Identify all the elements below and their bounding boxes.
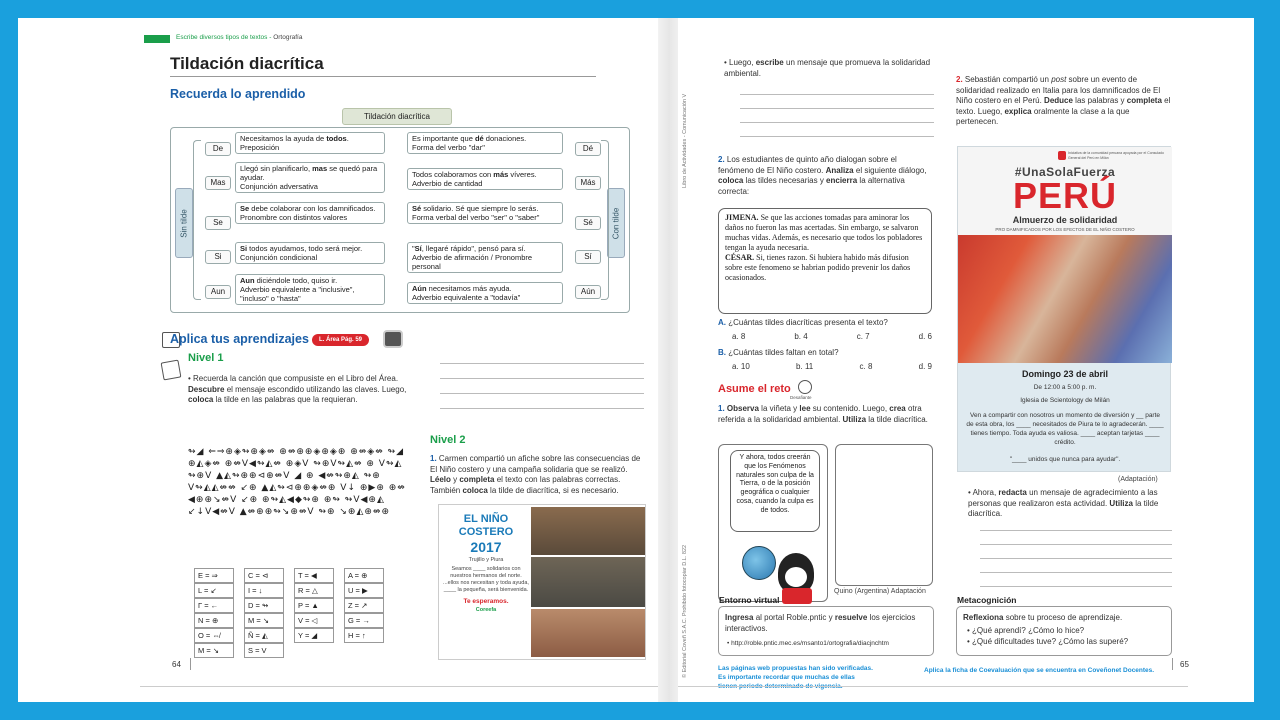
example-se: Se debe colaborar con los damnificados. Pronombre con distintos valores <box>235 202 385 224</box>
footer-note-line: Es importante recordar que muchas de ellas <box>718 674 855 681</box>
option[interactable]: d. 9 <box>918 362 932 371</box>
word-de: De <box>205 142 231 156</box>
mafalda-face <box>784 566 808 588</box>
bullet-bottom: • Ahora, redacta un mensaje de agradecimiento a las personas que realizaron esta actividad. Utiliza la tilde diacrítica. <box>968 488 1159 518</box>
flood-photo <box>531 557 645 607</box>
key-column <box>244 568 284 658</box>
poster-header: Iniciativa de la comunidad peruana apoyada por el Consulado General del Perú en Milán <box>1068 151 1164 160</box>
diagram-tab: Tildación diacrítica <box>342 108 452 125</box>
poster-body: Seamos ____ solidarios con nuestros hermanos del norte. ...ellos nos necesitan y toda ayuda, ____ la pequeña, será bienvenida. <box>443 566 529 593</box>
poster-body: Ven a compartir con nosotros un momento de diversión y __ parte de esta obra, los ____ necesitados de Piura te lo agradecerán. ____ tienes tiempo. Toda ayuda es valiosa. ____ aceptan tarjetas ____ crédito. <box>966 412 1164 446</box>
key-cell: V = ◁ <box>294 613 334 628</box>
page-title: Tildación diacrítica <box>170 54 324 73</box>
word-mas: Mas <box>205 176 231 190</box>
entorno-title: Entorno virtual <box>719 595 780 605</box>
area-page-badge[interactable]: L. Área Pág. 59 <box>312 334 369 346</box>
poster-hashtag: #UnaSolaFuerza <box>1014 165 1116 179</box>
nino-costero-poster <box>438 504 646 660</box>
key-cell: A = ⊕ <box>344 568 384 583</box>
sin-tilde-label: Sin tilde <box>175 188 193 258</box>
handshake-image <box>958 235 1172 363</box>
key-cell: N = ⊕ <box>194 613 234 628</box>
answer-line[interactable] <box>980 586 1172 587</box>
metacognicion-box <box>956 595 1172 656</box>
option[interactable]: a. 8 <box>732 332 746 341</box>
key-cell: G = → <box>344 613 384 628</box>
comic-credit: Quino (Argentina) Adaptación <box>834 588 926 595</box>
right-bracket <box>601 140 609 300</box>
left-bracket <box>193 140 201 300</box>
notebook-icon <box>161 360 182 381</box>
option[interactable]: c. 7 <box>856 332 870 341</box>
key-cell: Z = ↗ <box>344 598 384 613</box>
answer-line[interactable] <box>740 136 934 137</box>
poster-country: PERÚ <box>1012 175 1118 216</box>
right-page <box>678 18 1188 702</box>
speech-bubble: Y ahora, todos creerán que los Fenómenos naturales son culpa de la Tierra, o de la posición geográfica o cualquier cosa, cuando la culpa es de todos. <box>730 450 820 532</box>
poster-venue: Iglesia de Scientology de Milán <box>1020 397 1110 404</box>
key-column <box>344 568 384 658</box>
example-aun: Aun diciéndole todo, quiso ir. Adverbio equivalente a "inclusive", "incluso" o "hasta" <box>235 274 385 305</box>
poster-quote: "____ unidos que nunca para ayudar". <box>1009 456 1121 463</box>
option[interactable]: c. 8 <box>859 362 873 371</box>
key-cell: H = ↑ <box>344 628 384 643</box>
header-section-label: Escribe diversos tipos de textos <box>176 34 268 41</box>
meta-question: • ¿Qué dificultades tuve? ¿Cómo las superé? <box>967 637 1129 646</box>
key-column <box>294 568 334 658</box>
poster-title: EL NIÑO COSTERO <box>458 513 514 538</box>
example-de-accent: Es importante que dé donaciones. Forma del verbo "dar" <box>407 132 563 154</box>
question-a-options <box>732 332 932 341</box>
solidarity-poster <box>957 146 1171 472</box>
answer-line[interactable] <box>740 94 934 95</box>
page-number-rule <box>1172 658 1173 670</box>
word-se-accent: Sé <box>575 216 601 230</box>
coat-of-arms-icon <box>1058 151 1066 160</box>
question-a: A. ¿Cuántas tildes diacríticas presenta el texto? <box>718 318 888 327</box>
poster-time: De 12:00 a 5:00 p. m. <box>1033 384 1097 391</box>
book-spread <box>18 18 1254 702</box>
option[interactable]: b. 11 <box>796 362 814 371</box>
nivel2-instructions: 1. Carmen compartió un afiche sobre las consecuencias de El Niño costero y una campaña solidaria que se realizó. Léelo y completa el texto con las palabras correctas. También coloca la tilde de diacrítica, si es necesario. <box>430 454 641 495</box>
key-cell: Γ = ← <box>194 598 234 613</box>
key-cell: R = △ <box>294 583 334 598</box>
word-aun: Aun <box>205 285 231 299</box>
flood-photo <box>531 507 645 555</box>
key-cell: S = V <box>244 643 284 658</box>
page-number-rule <box>190 658 191 670</box>
key-cell: M = ↘ <box>194 643 234 658</box>
con-tilde-label: Con tilde <box>607 188 625 258</box>
page-number: 65 <box>1180 660 1189 669</box>
key-grid <box>194 568 384 658</box>
entorno-virtual-box <box>718 595 934 656</box>
word-se: Se <box>205 216 231 230</box>
question-b: B. ¿Cuántas tildes faltan en total? <box>718 348 839 357</box>
key-cell: I = ↓ <box>244 583 284 598</box>
poster-cta: Te esperamos. <box>463 598 509 605</box>
legal-text: © Editorial Coveñ S.A.C. Prohibido fotocopiar D.L. 822 <box>682 544 688 678</box>
poster-place: Trujillo y Piura <box>468 557 504 563</box>
globe-icon <box>742 546 776 580</box>
entorno-link[interactable]: • http://roble.pntic.mec.es/msanto1/ortografia/diacjnchtm <box>727 640 889 647</box>
title-rule <box>170 76 596 77</box>
answer-line[interactable] <box>980 572 1172 573</box>
option[interactable]: b. 4 <box>794 332 808 341</box>
example-mas: Llegó sin planificarlo, mas se quedó para ayudar. Conjunción adversativa <box>235 162 385 193</box>
footer-rule <box>678 686 1188 687</box>
volunteer-photo <box>531 609 645 657</box>
adaptacion-note: (Adaptación) <box>1118 476 1158 483</box>
key-cell: D = ↬ <box>244 598 284 613</box>
answer-line[interactable] <box>440 378 644 379</box>
nivel1-instructions: • Recuerda la canción que compusiste en el Libro del Área. Descubre el mensaje escondido utilizando las claves. Luego, coloca la tilde en las palabras que la requieran. <box>188 374 407 404</box>
word-si: Si <box>205 250 231 264</box>
meta-question: • ¿Qué aprendí? ¿Cómo lo hice? <box>967 626 1085 635</box>
poster-subtitle2: PRO DAMNIFICADOS POR LOS EFECTOS DE EL NIÑO COSTERO <box>995 227 1135 232</box>
footer-rule <box>140 686 660 687</box>
poster-logo: Coreefa <box>475 607 497 613</box>
example-si-accent: "Sí, llegaré rápido", pensó para sí. Adverbio de afirmación / Pronombre personal <box>407 242 563 273</box>
word-aun-accent: Aún <box>575 285 601 299</box>
example-mas-accent: Todos colaboramos con más víveres. Adverbio de cantidad <box>407 168 563 190</box>
answer-line[interactable] <box>740 108 934 109</box>
footer-note-line: Las páginas web propuestas han sido verificadas. <box>718 665 873 672</box>
meta-text: Reflexiona sobre tu proceso de aprendizaje. <box>963 613 1123 622</box>
hidden-message-code: ↬◢ ⇐⇒⊕◈↬⊕◈⇎ ⊕⇎⊕⊕◈⊕◈⊕ ⊕⇎◈⇎ ↬◢ ⊕◭◈⇎ ⊕⇎V◀↬◭⇎ ⊕◈V ↬⊕V↬◭⇎ ⊕ V↬◭ ↬⊕V ▲◭↬⊕⊕⊲⊕⇎V ◢ ⊕ ◀⇎↬⊕◭ ↬⊕ V↬◭◭⇎⇎ ↙⊕ ▲◭↬⊲⊕⊕◈⇎⊕ V↓ ⊕▶⊕ ⊕⇎ ◀⊕⊕↘⇎V ↙⊕ ⊕↬◭◀◆↬⊕ ⊕↬ ↬V◀⊕◭ ↙↓V◀⇎V ▲⇎⊕⊕↬↘⊕⇎V ↬⊕ ↘⊕◭⊕⇎⊕ <box>188 447 406 517</box>
answer-line[interactable] <box>980 530 1172 531</box>
answer-line[interactable] <box>980 558 1172 559</box>
poster-date: Domingo 23 de abril <box>1021 369 1108 379</box>
answer-line[interactable] <box>440 408 644 409</box>
poster-text-panel <box>443 509 529 655</box>
key-cell: O = ⇎ <box>194 628 234 643</box>
option[interactable]: a. 10 <box>732 362 750 371</box>
bullet-top: • Luego, escribe un mensaje que promueva la solidaridad ambiental. <box>724 58 931 78</box>
example-aun-accent: Aún necesitamos más ayuda. Adverbio equivalente a "todavía" <box>407 282 563 304</box>
key-cell: Ñ = ◭ <box>244 628 284 643</box>
example-de: Necesitamos la ayuda de todos. Preposición <box>235 132 385 154</box>
side-text: Libro de Actividades - Comunicación V <box>682 93 688 188</box>
header-bar <box>144 35 170 43</box>
header-topic: Ortografía <box>273 34 303 41</box>
meta-title: Metacognición <box>957 595 1017 605</box>
word-de-accent: Dé <box>575 142 601 156</box>
key-column <box>194 568 234 658</box>
key-cell: P = ▲ <box>294 598 334 613</box>
example-si: Si todos ayudamos, todo será mejor. Conjunción condicional <box>235 242 385 264</box>
key-cell: Y = ◢ <box>294 628 334 643</box>
page-number: 64 <box>172 660 181 669</box>
q2r-instructions: 2. Sebastián compartió un post sobre un evento de solidaridad realizado en Italia para los damnificados de El Niño costero en el Perú. Deduce las palabras y completa el texto. Luego, explica oralmente la clase a la que pertenecen. <box>956 75 1171 126</box>
option[interactable]: d. 6 <box>918 332 932 341</box>
key-cell: U = ▶ <box>344 583 384 598</box>
key-cell: L = ↙ <box>194 583 234 598</box>
nivel1-title: Nivel 1 <box>188 352 224 364</box>
question-b-options <box>732 362 932 371</box>
example-se-accent: Sé solidario. Sé que siempre lo serás. Forma verbal del verbo "ser" o "saber" <box>407 202 563 224</box>
key-cell: M = ↘ <box>244 613 284 628</box>
poster-year: 2017 <box>470 539 502 555</box>
left-page <box>140 18 660 702</box>
nivel2-title: Nivel 2 <box>430 434 466 446</box>
book-gutter <box>658 18 680 702</box>
camera-icon[interactable] <box>383 330 403 348</box>
reto-title: Asume el reto <box>718 383 791 395</box>
footer-right-note: Aplica la ficha de Coevaluación que se encuentra en Coveñonet Docentes. <box>924 667 1155 674</box>
entorno-text: Ingresa al portal Roble.pntic y resuelve los ejercicios interactivos. <box>725 613 916 633</box>
mafalda-dress <box>782 588 812 604</box>
key-cell: T = ◀ <box>294 568 334 583</box>
challenge-icon <box>798 380 812 394</box>
answer-line[interactable] <box>980 544 1172 545</box>
section-subtitle: Recuerda lo aprendido <box>170 87 306 101</box>
poster-subtitle: Almuerzo de solidaridad <box>1012 215 1118 225</box>
concept-diagram <box>170 127 630 313</box>
dialog-box: JIMENA. Se que las acciones tomadas para aminorar los daños no fueron las mas acertadas. Sin embargo, se salvaron muchas vidas. Además, es necesario que todos los pobladores tengan la ayuda necesaria. CÉSAR. Si, tienes razon. Si hubiera habido más difusion sobre este fenomeno se habrian podido prevenir los daños ocasionados. <box>718 208 932 314</box>
key-cell: E = ⇒ <box>194 568 234 583</box>
answer-line[interactable] <box>740 122 934 123</box>
empty-comic-panel[interactable] <box>835 444 933 586</box>
answer-line[interactable] <box>440 363 644 364</box>
challenge-label: Desafiante <box>790 395 812 400</box>
header-section: Escribe diversos tipos de textos - Ortografía <box>176 34 303 41</box>
reto-instructions: 1. Observa la viñeta y lee su contenido. Luego, crea otra referida a la solidaridad ambiental. Utiliza la tilde diacrítica. <box>718 404 928 424</box>
word-mas-accent: Más <box>575 176 601 190</box>
aplica-title: Aplica tus aprendizajes <box>170 332 309 346</box>
answer-line[interactable] <box>440 393 644 394</box>
q2-instructions: 2. Los estudiantes de quinto año dialogan sobre el fenómeno de El Niño costero. Analiza el siguiente diálogo, coloca las tildes necesarias y encierra la alternativa correcta: <box>718 155 927 196</box>
word-si-accent: Sí <box>575 250 601 264</box>
key-cell: C = ⊲ <box>244 568 284 583</box>
